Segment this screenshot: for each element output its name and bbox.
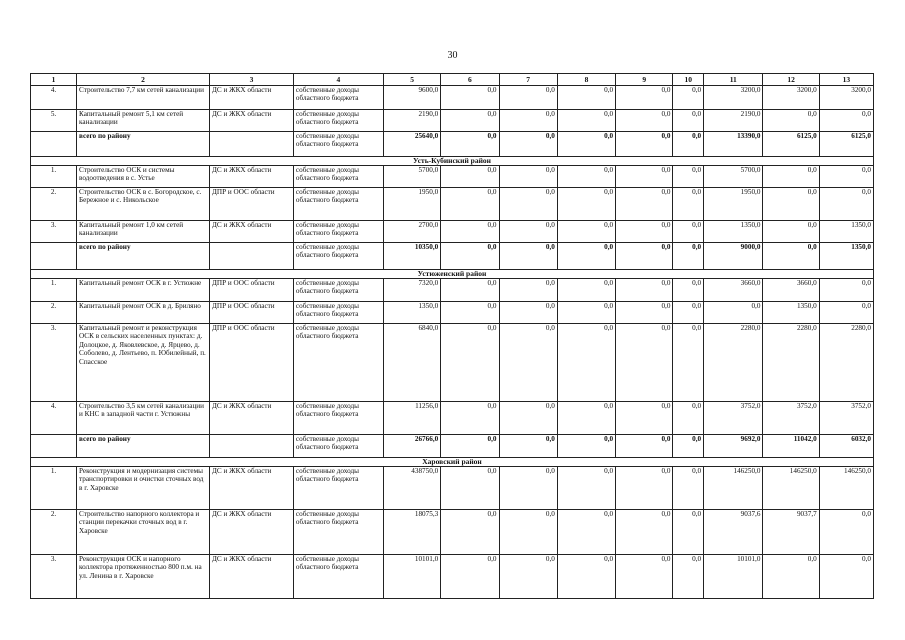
amount-cell: 0,0 (819, 188, 873, 221)
amount-cell: 0,0 (499, 221, 557, 243)
amount-cell: 0,0 (557, 166, 615, 188)
amount-cell: 438750,0 (383, 467, 440, 510)
amount-cell: 3200,0 (704, 86, 763, 110)
responsible-agency: ДС и ЖКХ области (210, 86, 294, 110)
amount-cell: 0,0 (673, 555, 704, 599)
row-number (31, 132, 77, 157)
amount-cell: 3752,0 (763, 402, 819, 435)
amount-cell: 0,0 (557, 132, 615, 157)
row-number (31, 243, 77, 270)
responsible-agency (210, 243, 294, 270)
amount-cell: 0,0 (499, 86, 557, 110)
table-row (31, 555, 874, 599)
row-number: 2. (31, 510, 77, 555)
amount-cell: 10101,0 (383, 555, 440, 599)
amount-cell: 0,0 (616, 188, 673, 221)
amount-cell: 0,0 (673, 302, 704, 324)
amount-cell: 0,0 (499, 302, 557, 324)
amount-cell: 0,0 (616, 279, 673, 302)
amount-cell: 5700,0 (704, 166, 763, 188)
project-name: всего по району (77, 132, 210, 157)
project-name: Капитальный ремонт ОСК в д. Бриляно (77, 302, 210, 324)
amount-cell: 2280,0 (819, 324, 873, 402)
amount-cell: 18075,3 (383, 510, 440, 555)
district-header-row (31, 157, 874, 166)
amount-cell: 0,0 (499, 243, 557, 270)
amount-cell: 3752,0 (704, 402, 763, 435)
amount-cell: 0,0 (441, 324, 499, 402)
column-header: 6 (441, 74, 499, 86)
project-name: Строительство 3,5 км сетей канализации и КНС в западной части г. Устюжны (77, 402, 210, 435)
amount-cell: 7320,0 (383, 279, 440, 302)
column-header: 5 (383, 74, 440, 86)
amount-cell: 0,0 (441, 467, 499, 510)
amount-cell: 0,0 (763, 221, 819, 243)
responsible-agency (210, 435, 294, 458)
amount-cell: 1950,0 (383, 188, 440, 221)
amount-cell: 9037,7 (763, 510, 819, 555)
amount-cell: 11256,0 (383, 402, 440, 435)
amount-cell: 11042,0 (763, 435, 819, 458)
table-row (31, 188, 874, 221)
amount-cell: 1950,0 (704, 188, 763, 221)
funding-source: собственные доходы областного бюджета (293, 555, 383, 599)
table-row (31, 302, 874, 324)
amount-cell: 0,0 (499, 166, 557, 188)
row-number: 5. (31, 110, 77, 132)
amount-cell: 0,0 (557, 324, 615, 402)
funding-source: собственные доходы областного бюджета (293, 221, 383, 243)
project-name: Капитальный ремонт ОСК в г. Устюжне (77, 279, 210, 302)
responsible-agency: ДПР и ООС области (210, 279, 294, 302)
amount-cell: 0,0 (819, 510, 873, 555)
amount-cell: 0,0 (557, 467, 615, 510)
amount-cell: 2280,0 (704, 324, 763, 402)
column-header: 11 (704, 74, 763, 86)
amount-cell: 0,0 (616, 302, 673, 324)
row-number: 3. (31, 324, 77, 402)
amount-cell: 0,0 (499, 132, 557, 157)
amount-cell: 10101,0 (704, 555, 763, 599)
funding-source: собственные доходы областного бюджета (293, 132, 383, 157)
amount-cell: 6840,0 (383, 324, 440, 402)
amount-cell: 0,0 (819, 555, 873, 599)
amount-cell: 0,0 (616, 221, 673, 243)
responsible-agency: ДС и ЖКХ области (210, 510, 294, 555)
amount-cell: 0,0 (673, 110, 704, 132)
amount-cell: 0,0 (616, 510, 673, 555)
funding-source: собственные доходы областного бюджета (293, 110, 383, 132)
funding-source: собственные доходы областного бюджета (293, 302, 383, 324)
amount-cell: 13390,0 (704, 132, 763, 157)
amount-cell: 0,0 (616, 402, 673, 435)
amount-cell: 0,0 (673, 510, 704, 555)
table-row (31, 166, 874, 188)
amount-cell: 0,0 (673, 243, 704, 270)
amount-cell: 1350,0 (383, 302, 440, 324)
project-name: Реконструкция и модернизация системы транспортировки и очистки сточных вод в г. Харовске (77, 467, 210, 510)
amount-cell: 0,0 (557, 402, 615, 435)
amount-cell: 0,0 (441, 86, 499, 110)
column-header: 9 (616, 74, 673, 86)
amount-cell: 146250,0 (704, 467, 763, 510)
amount-cell: 0,0 (499, 435, 557, 458)
district-name: Усть-Кубинский район (31, 157, 874, 166)
row-number: 2. (31, 188, 77, 221)
funding-source: собственные доходы областного бюджета (293, 467, 383, 510)
amount-cell: 0,0 (499, 279, 557, 302)
project-name: Строительство ОСК и системы водоотведения в с. Устье (77, 166, 210, 188)
amount-cell: 0,0 (616, 435, 673, 458)
amount-cell: 0,0 (763, 166, 819, 188)
project-name: всего по району (77, 243, 210, 270)
responsible-agency (210, 132, 294, 157)
table-row (31, 279, 874, 302)
amount-cell: 0,0 (441, 110, 499, 132)
funding-source: собственные доходы областного бюджета (293, 402, 383, 435)
row-number: 1. (31, 279, 77, 302)
amount-cell: 0,0 (673, 166, 704, 188)
column-header: 1 (31, 74, 77, 86)
amount-cell: 2280,0 (763, 324, 819, 402)
amount-cell: 0,0 (441, 279, 499, 302)
project-name: Строительство ОСК в с. Богородское, с. Бережное и с. Никольское (77, 188, 210, 221)
amount-cell: 0,0 (819, 279, 873, 302)
amount-cell: 0,0 (557, 279, 615, 302)
row-number: 1. (31, 166, 77, 188)
amount-cell: 0,0 (616, 86, 673, 110)
amount-cell: 0,0 (441, 188, 499, 221)
project-name: Строительство 7,7 км сетей канализации (77, 86, 210, 110)
funding-source: собственные доходы областного бюджета (293, 279, 383, 302)
responsible-agency: ДС и ЖКХ области (210, 166, 294, 188)
table-row (31, 110, 874, 132)
project-name: Строительство напорного коллектора и станции перекачки сточных вод в г. Харовске (77, 510, 210, 555)
amount-cell: 0,0 (616, 110, 673, 132)
table-row (31, 221, 874, 243)
amount-cell: 0,0 (673, 86, 704, 110)
amount-cell: 6125,0 (819, 132, 873, 157)
amount-cell: 25640,0 (383, 132, 440, 157)
amount-cell: 1350,0 (704, 221, 763, 243)
amount-cell: 0,0 (673, 221, 704, 243)
amount-cell: 0,0 (441, 435, 499, 458)
budget-table (30, 73, 874, 599)
column-header: 4 (293, 74, 383, 86)
project-name: Реконструкция ОСК и напорного коллектора протяженностью 800 п.м. на ул. Ленина в г. Харовске (77, 555, 210, 599)
funding-source: собственные доходы областного бюджета (293, 166, 383, 188)
amount-cell: 3200,0 (819, 86, 873, 110)
amount-cell: 0,0 (673, 279, 704, 302)
amount-cell: 0,0 (673, 324, 704, 402)
amount-cell: 0,0 (557, 302, 615, 324)
amount-cell: 0,0 (616, 324, 673, 402)
amount-cell: 2700,0 (383, 221, 440, 243)
amount-cell: 0,0 (499, 188, 557, 221)
amount-cell: 2190,0 (383, 110, 440, 132)
amount-cell: 0,0 (499, 402, 557, 435)
amount-cell: 0,0 (499, 510, 557, 555)
amount-cell: 0,0 (557, 188, 615, 221)
amount-cell: 0,0 (557, 110, 615, 132)
responsible-agency: ДС и ЖКХ области (210, 221, 294, 243)
responsible-agency: ДС и ЖКХ области (210, 110, 294, 132)
amount-cell: 3200,0 (763, 86, 819, 110)
page-number: 30 (447, 50, 458, 61)
amount-cell: 0,0 (616, 166, 673, 188)
amount-cell: 0,0 (557, 435, 615, 458)
amount-cell: 0,0 (763, 243, 819, 270)
amount-cell: 3660,0 (763, 279, 819, 302)
row-number: 3. (31, 221, 77, 243)
amount-cell: 5700,0 (383, 166, 440, 188)
column-header: 3 (210, 74, 294, 86)
column-header: 2 (77, 74, 210, 86)
amount-cell: 9000,0 (704, 243, 763, 270)
amount-cell: 9037,6 (704, 510, 763, 555)
district-name: Устюженский район (31, 270, 874, 279)
amount-cell: 0,0 (819, 110, 873, 132)
funding-source: собственные доходы областного бюджета (293, 243, 383, 270)
column-header: 12 (763, 74, 819, 86)
amount-cell: 0,0 (616, 467, 673, 510)
amount-cell: 3660,0 (704, 279, 763, 302)
responsible-agency: ДПР и ООС области (210, 188, 294, 221)
amount-cell: 0,0 (441, 132, 499, 157)
amount-cell: 0,0 (673, 132, 704, 157)
project-name: всего по району (77, 435, 210, 458)
amount-cell: 6032,0 (819, 435, 873, 458)
amount-cell: 0,0 (763, 110, 819, 132)
amount-cell: 146250,0 (819, 467, 873, 510)
table-body (31, 86, 874, 599)
responsible-agency: ДС и ЖКХ области (210, 467, 294, 510)
amount-cell: 0,0 (557, 86, 615, 110)
project-name: Капитальный ремонт 1,0 км сетей канализации (77, 221, 210, 243)
amount-cell: 0,0 (499, 555, 557, 599)
funding-source: собственные доходы областного бюджета (293, 324, 383, 402)
funding-source: собственные доходы областного бюджета (293, 510, 383, 555)
amount-cell: 0,0 (499, 324, 557, 402)
table-row (31, 510, 874, 555)
amount-cell: 0,0 (441, 510, 499, 555)
funding-source: собственные доходы областного бюджета (293, 188, 383, 221)
amount-cell: 0,0 (499, 110, 557, 132)
amount-cell: 1350,0 (819, 221, 873, 243)
table-row (31, 86, 874, 110)
amount-cell: 0,0 (441, 402, 499, 435)
district-total-row (31, 132, 874, 157)
amount-cell: 0,0 (557, 243, 615, 270)
amount-cell: 0,0 (616, 243, 673, 270)
row-number: 2. (31, 302, 77, 324)
district-header-row (31, 270, 874, 279)
district-total-row (31, 243, 874, 270)
amount-cell: 0,0 (557, 221, 615, 243)
responsible-agency: ДС и ЖКХ области (210, 402, 294, 435)
amount-cell: 0,0 (673, 188, 704, 221)
amount-cell: 0,0 (673, 435, 704, 458)
table-row (31, 467, 874, 510)
amount-cell: 0,0 (557, 555, 615, 599)
district-total-row (31, 435, 874, 458)
amount-cell: 1350,0 (763, 302, 819, 324)
column-header: 8 (557, 74, 615, 86)
amount-cell: 0,0 (441, 221, 499, 243)
amount-cell: 6125,0 (763, 132, 819, 157)
amount-cell: 0,0 (616, 555, 673, 599)
amount-cell: 0,0 (763, 188, 819, 221)
amount-cell: 0,0 (441, 243, 499, 270)
table-row (31, 402, 874, 435)
table-row (31, 324, 874, 402)
district-header-row (31, 458, 874, 467)
row-number: 1. (31, 467, 77, 510)
responsible-agency: ДС и ЖКХ области (210, 555, 294, 599)
amount-cell: 146250,0 (763, 467, 819, 510)
amount-cell: 0,0 (441, 555, 499, 599)
row-number: 4. (31, 402, 77, 435)
amount-cell: 0,0 (819, 302, 873, 324)
amount-cell: 9692,0 (704, 435, 763, 458)
responsible-agency: ДПР и ООС области (210, 324, 294, 402)
column-header: 10 (673, 74, 704, 86)
column-number-row (31, 74, 874, 86)
amount-cell: 0,0 (441, 302, 499, 324)
row-number: 4. (31, 86, 77, 110)
amount-cell: 3752,0 (819, 402, 873, 435)
amount-cell: 10350,0 (383, 243, 440, 270)
amount-cell: 0,0 (763, 555, 819, 599)
amount-cell: 26766,0 (383, 435, 440, 458)
amount-cell: 0,0 (704, 302, 763, 324)
amount-cell: 0,0 (616, 132, 673, 157)
amount-cell: 1350,0 (819, 243, 873, 270)
project-name: Капитальный ремонт и реконструкция ОСК в сельских населенных пунктах: д. Долоцкое, д. Яковлевское, д. Ярцево, д. Соболево, д. Лентьево, п. Юбилейный, п. Спасское (77, 324, 210, 402)
amount-cell: 0,0 (557, 510, 615, 555)
amount-cell: 0,0 (673, 467, 704, 510)
column-header: 7 (499, 74, 557, 86)
amount-cell: 0,0 (499, 467, 557, 510)
funding-source: собственные доходы областного бюджета (293, 435, 383, 458)
column-header: 13 (819, 74, 873, 86)
amount-cell: 9600,0 (383, 86, 440, 110)
amount-cell: 0,0 (819, 166, 873, 188)
row-number: 3. (31, 555, 77, 599)
row-number (31, 435, 77, 458)
funding-source: собственные доходы областного бюджета (293, 86, 383, 110)
amount-cell: 0,0 (673, 402, 704, 435)
amount-cell: 0,0 (441, 166, 499, 188)
responsible-agency: ДПР и ООС области (210, 302, 294, 324)
district-name: Харовский район (31, 458, 874, 467)
amount-cell: 2190,0 (704, 110, 763, 132)
project-name: Капитальный ремонт 5,1 км сетей канализации (77, 110, 210, 132)
